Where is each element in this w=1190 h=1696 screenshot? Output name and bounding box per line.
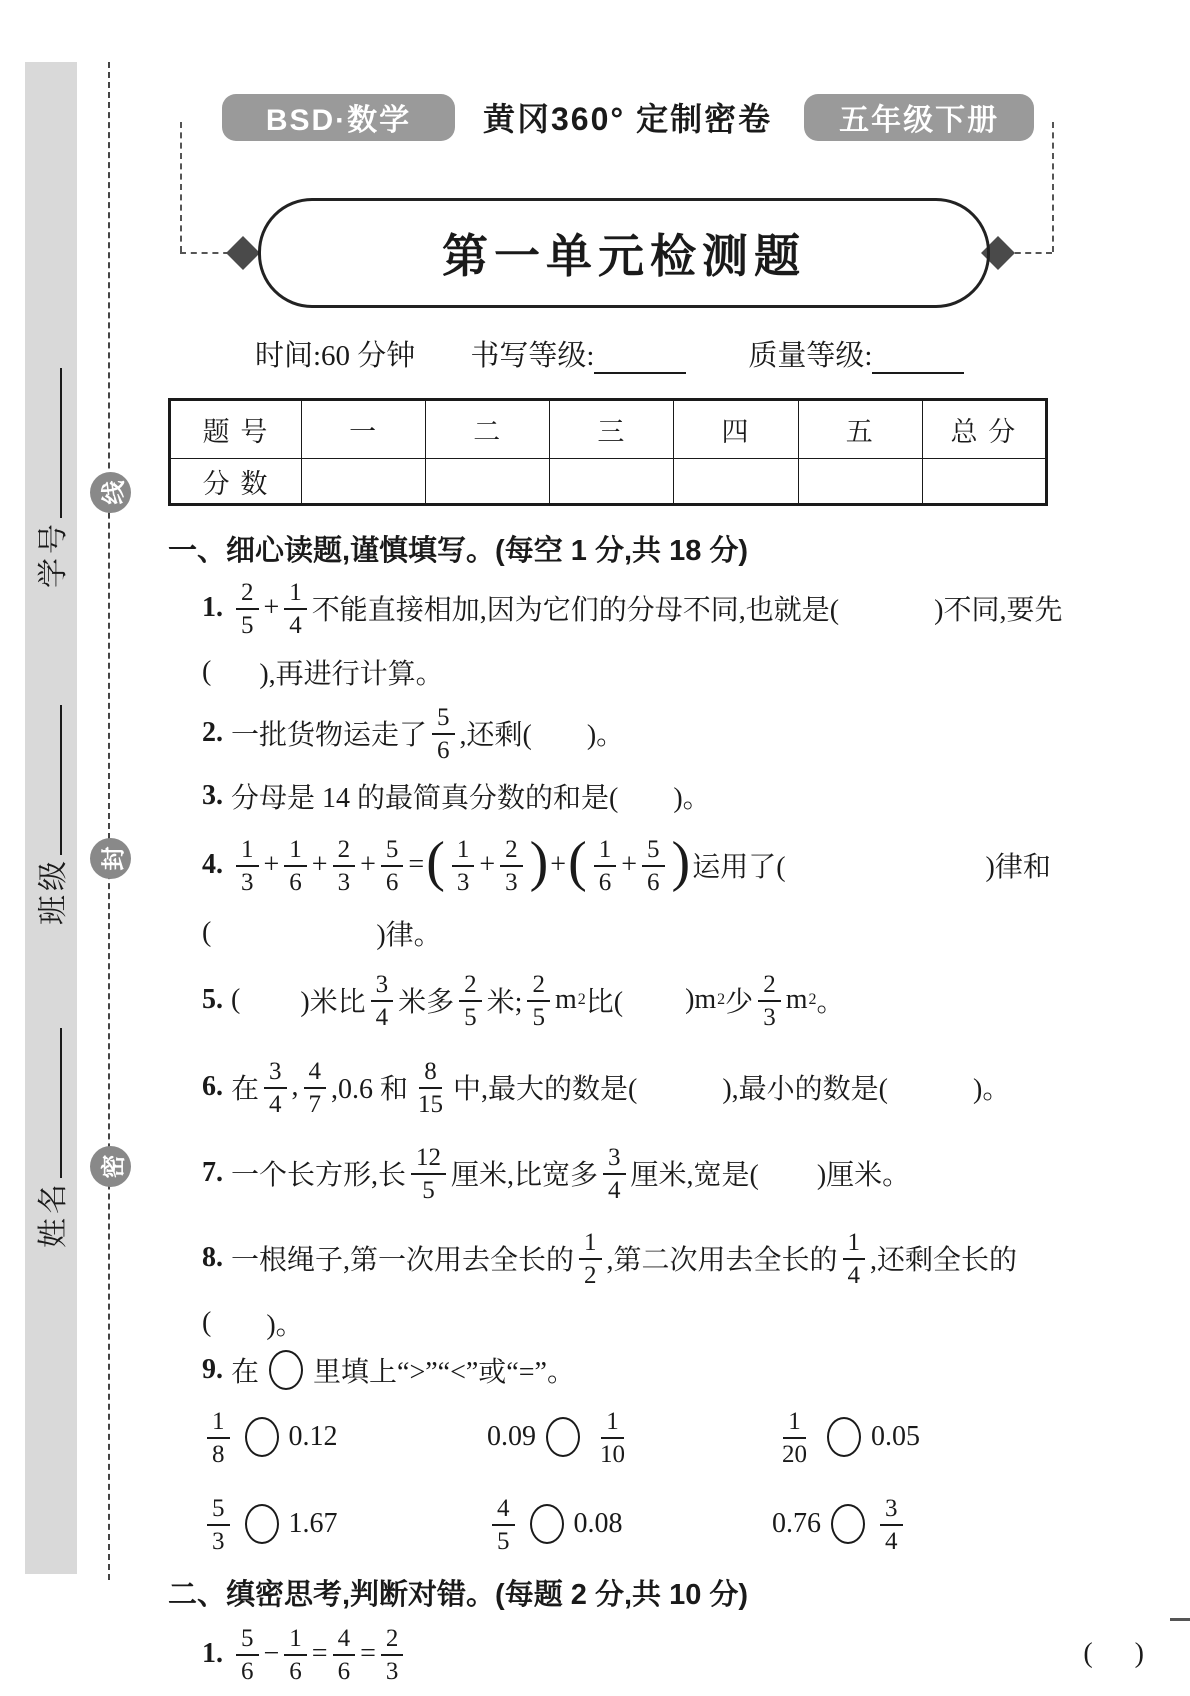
score-header-cell: 总 分 bbox=[922, 400, 1046, 459]
score-empty-cell bbox=[798, 459, 922, 505]
question-7: 7. 一个长方形,长 $\frac{12}{5}$ 厘米,比宽多 $\frac{3}{4}$ 厘米,宽是( )厘米。 bbox=[202, 1143, 911, 1204]
question-4-line-2: ( )律。 bbox=[202, 917, 442, 951]
meta-row bbox=[168, 334, 1148, 374]
judge-question-1-answer-parens: ( ) bbox=[1083, 1638, 1144, 1669]
question-8-line-2: ( )。 bbox=[202, 1307, 304, 1341]
quality-grade-label: 质量等级: bbox=[748, 340, 873, 372]
section2-questions bbox=[168, 1612, 1148, 1696]
score-table-header-row bbox=[170, 400, 1047, 459]
question-2: 2. 一批货物运走了 $\frac{5}{6}$ ,还剩( )。 bbox=[202, 703, 625, 764]
student-id-field bbox=[28, 368, 72, 588]
compare-circle-blank bbox=[245, 1417, 279, 1457]
score-empty-cell bbox=[674, 459, 798, 505]
comparison-item: 0.09 $\frac{1}{10}$ bbox=[487, 1407, 625, 1468]
comparison-item: $\frac{4}{5}$ 0.08 bbox=[487, 1495, 772, 1554]
fold-dashed-line bbox=[108, 62, 110, 1580]
grade-badge: 五年级下册 bbox=[804, 94, 1034, 141]
score-header-cell: 题 号 bbox=[170, 400, 302, 459]
name-field bbox=[28, 1028, 72, 1248]
quality-grade-blank bbox=[872, 346, 964, 374]
subject-badge: BSD·数学 bbox=[222, 94, 455, 141]
comparison-row-2 bbox=[202, 1480, 1148, 1568]
score-row-label: 分 数 bbox=[170, 459, 302, 505]
seal-feng-badge: 封 bbox=[90, 838, 131, 879]
comparison-item: $\frac{5}{3}$ 1.67 bbox=[202, 1495, 487, 1554]
compare-circle-blank bbox=[245, 1504, 279, 1544]
score-header-cell: 五 bbox=[798, 400, 922, 459]
compare-circle-blank bbox=[530, 1504, 564, 1544]
writing-grade-blank bbox=[594, 346, 686, 374]
score-header-cell: 一 bbox=[302, 400, 426, 459]
judge-question-1 bbox=[202, 1612, 1148, 1696]
comparison-row-1 bbox=[202, 1394, 1148, 1480]
class-label: 班级 bbox=[37, 857, 70, 925]
student-id-blank bbox=[38, 368, 62, 518]
section1-questions bbox=[168, 566, 1148, 1568]
seal-mi-badge: 密 bbox=[90, 1146, 131, 1187]
time-limit: 时间:60 分钟 bbox=[255, 340, 416, 372]
score-table-score-row bbox=[170, 459, 1047, 505]
score-empty-cell bbox=[922, 459, 1046, 505]
question-1-line-1: 1. $\frac{2}{5}$ + $\frac{1}{4}$ 不能直接相加,因为它们的分母不同,也就是( )不同,要先 bbox=[202, 578, 1063, 639]
score-empty-cell bbox=[302, 459, 426, 505]
question-9-head: 9. 在 里填上“>”“<”或“=”。 bbox=[202, 1346, 1148, 1394]
name-label: 姓名 bbox=[37, 1180, 70, 1248]
question-5: 5. ( )米比 $\frac{3}{4}$ 米多 $\frac{2}{5}$ 米; $\frac{2}{5}$ m 2 比( )m 2 少 $\frac{2}{3}$ m 2 。 bbox=[202, 970, 845, 1031]
paper-title-pill bbox=[258, 198, 990, 308]
student-id-label: 学号 bbox=[37, 520, 70, 588]
comparison-item: $\frac{1}{8}$ 0.12 bbox=[202, 1408, 487, 1467]
writing-grade-label: 书写等级: bbox=[470, 340, 595, 372]
compare-circle-blank bbox=[831, 1504, 865, 1544]
comparison-item: $\frac{1}{20}$ 0.05 bbox=[782, 1407, 920, 1468]
question-6: 6. 在 $\frac{3}{4}$ , $\frac{4}{7}$ ,0.6 和 $\frac{8}{15}$ 中,最大的数是( ),最小的数是( )。 bbox=[202, 1057, 1011, 1118]
comparison-item: 0.76 $\frac{3}{4}$ bbox=[772, 1495, 1057, 1554]
section2-heading: 二、缜密思考,判断对错。(每题 2 分,共 10 分) bbox=[168, 1578, 749, 1611]
score-header-cell: 四 bbox=[674, 400, 798, 459]
seal-line-badge: 线 bbox=[90, 472, 131, 513]
class-blank bbox=[38, 705, 62, 855]
score-header-cell: 三 bbox=[550, 400, 674, 459]
header-badges-row bbox=[168, 92, 1148, 142]
name-blank bbox=[38, 1028, 62, 1178]
class-field bbox=[28, 705, 72, 925]
score-empty-cell bbox=[550, 459, 674, 505]
compare-circle-blank bbox=[546, 1417, 580, 1457]
series-title: 黄冈360° 定制密卷 bbox=[483, 101, 773, 137]
score-header-cell: 二 bbox=[426, 400, 550, 459]
score-table bbox=[168, 398, 1048, 506]
score-empty-cell bbox=[426, 459, 550, 505]
question-8-line-1: 8. 一根绳子,第一次用去全长的 $\frac{1}{2}$ ,第二次用去全长的 $\frac{1}{4}$ ,还剩全长的 bbox=[202, 1228, 1018, 1289]
question-1-line-2: ( ),再进行计算。 bbox=[202, 656, 444, 690]
question-4-line-1: 4. $\frac{1}{3}$ + $\frac{1}{6}$ + $\frac{2}{3}$ + $\frac{5}{6}$ = ( $\frac{1}{3}$ + $\frac{2}{3}$ ) + ( $\frac{1}{6}$ + $\frac{5}{6}$ ) 运用了( )律和 bbox=[202, 831, 1051, 896]
compare-circle-blank bbox=[269, 1350, 303, 1390]
question-3: 3. 分母是 14 的最简真分数的和是( )。 bbox=[202, 780, 711, 814]
section1-heading: 一、细心读题,谨慎填写。(每空 1 分,共 18 分) bbox=[168, 534, 749, 567]
page-edge-tick bbox=[1170, 1618, 1190, 1621]
compare-circle-blank bbox=[827, 1417, 861, 1457]
judge-question-1-expression: 1. $\frac{5}{6}$ − $\frac{1}{6}$ = $\frac{4}{6}$ = $\frac{2}{3}$ bbox=[202, 1625, 408, 1684]
paper-title: 第一单元检测题 bbox=[442, 231, 806, 282]
